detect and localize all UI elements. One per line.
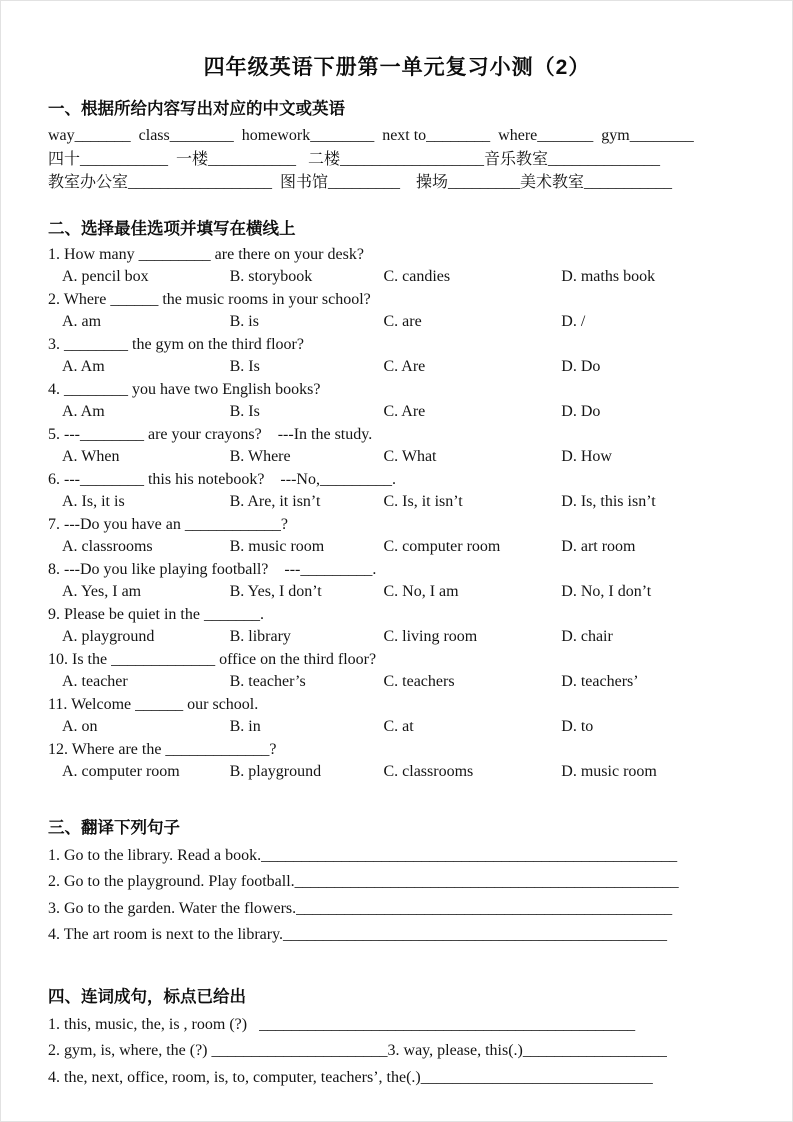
option-row	[48, 401, 746, 424]
translate-line: 4. The art room is next to the library.________________________________________________	[48, 926, 668, 943]
option-c: C. Is, it isn’t	[383, 493, 463, 510]
option-a: A. Am	[62, 358, 105, 375]
option-row	[48, 671, 746, 694]
choice-question-7	[48, 514, 746, 559]
question-text: 2. Where ______ the music rooms in your school?	[48, 290, 371, 308]
option-d: D. No, I don’t	[561, 583, 652, 600]
option-b: B. in	[229, 718, 261, 735]
option-d: D. teachers’	[561, 673, 639, 690]
option-d: D. Is, this isn’t	[561, 493, 656, 510]
option-row	[48, 536, 746, 559]
option-row	[48, 626, 746, 649]
option-b: B. music room	[229, 538, 325, 555]
vocab-fill-line: 四十___________ 一楼___________ 二楼__________________音乐教室______________	[48, 150, 661, 168]
reorder-line: 1. this, music, the, is , room (?) _______________________________________________	[48, 1015, 636, 1033]
option-b: B. Is	[229, 403, 260, 420]
option-c: C. computer room	[383, 538, 501, 555]
vocab-fill-line: way_______ class________ homework________ next to________ where_______ gym________	[48, 127, 694, 144]
option-d: D. /	[561, 313, 586, 330]
question-text: 9. Please be quiet in the _______.	[48, 605, 264, 623]
translate-line: 2. Go to the playground. Play football.________________________________________________	[48, 873, 679, 890]
option-c: C. What	[383, 448, 437, 465]
option-a: A. am	[62, 313, 102, 330]
option-b: B. Is	[229, 358, 260, 375]
option-d: D. to	[561, 718, 594, 735]
option-b: B. Where	[229, 448, 291, 465]
option-row	[48, 446, 746, 469]
option-a: A. Yes, I am	[62, 583, 142, 600]
section-reorder-heading: 四、连词成句，标点已给出	[48, 987, 246, 1006]
choice-question-9	[48, 604, 746, 649]
question-text: 5. ---________ are your crayons? ---In the study.	[48, 425, 373, 443]
option-c: C. at	[383, 718, 414, 735]
question-text: 12. Where are the _____________?	[48, 740, 277, 758]
option-row	[48, 491, 746, 514]
choice-question-3	[48, 334, 746, 379]
option-b: B. Are, it isn’t	[229, 493, 321, 510]
option-row	[48, 311, 746, 334]
option-b: B. teacher’s	[229, 673, 306, 690]
option-row	[48, 266, 746, 289]
option-b: B. is	[229, 313, 259, 330]
option-d: D. music room	[561, 763, 657, 780]
option-a: A. pencil box	[62, 268, 149, 285]
section-vocab	[48, 95, 746, 195]
option-c: C. classrooms	[383, 763, 474, 780]
option-d: D. art room	[561, 538, 636, 555]
option-row	[48, 761, 746, 784]
option-row	[48, 581, 746, 604]
option-c: C. Are	[383, 403, 426, 420]
option-row	[48, 716, 746, 739]
question-text: 6. ---________ this his notebook? ---No,_________.	[48, 470, 396, 488]
choice-question-1	[48, 244, 746, 289]
question-text: 7. ---Do you have an ____________?	[48, 515, 288, 533]
reorder-line: 4. the, next, office, room, is, to, computer, teachers’, the(.)_____________________________	[48, 1068, 653, 1086]
option-b: B. Yes, I don’t	[229, 583, 322, 600]
choice-question-6	[48, 469, 746, 514]
section-translate-heading: 三、翻译下列句子	[48, 818, 180, 837]
option-c: C. Are	[383, 358, 426, 375]
section-reorder	[48, 983, 746, 1092]
question-text: 3. ________ the gym on the third floor?	[48, 335, 304, 353]
option-a: A. teacher	[62, 673, 128, 690]
vocab-fill-line: 教室办公室__________________ 图书馆_________ 操场_________美术教室___________	[48, 174, 673, 191]
option-row	[48, 356, 746, 379]
option-a: A. computer room	[62, 763, 180, 780]
section-translate	[48, 814, 746, 949]
option-a: A. When	[62, 448, 120, 465]
option-d: D. chair	[561, 628, 613, 645]
option-b: B. library	[229, 628, 291, 645]
option-d: D. Do	[561, 358, 601, 375]
choice-question-10	[48, 649, 746, 694]
option-a: A. Is, it is	[62, 493, 125, 510]
choice-question-11	[48, 694, 746, 739]
translate-line: 1. Go to the library. Read a book.____________________________________________________	[48, 846, 678, 864]
option-c: C. candies	[383, 268, 451, 285]
choice-question-8	[48, 559, 746, 604]
page-title: 四年级英语下册第一单元复习小测（2）	[203, 56, 591, 79]
reorder-line: 2. gym, is, where, the (?) ______________________3. way, please, this(.)__________________	[48, 1042, 667, 1059]
translate-line: 3. Go to the garden. Water the flowers._______________________________________________	[48, 899, 673, 917]
option-d: D. maths book	[561, 268, 656, 285]
question-text: 11. Welcome ______ our school.	[48, 695, 259, 713]
section-choice-heading: 二、选择最佳选项并填写在横线上	[48, 219, 296, 238]
option-d: D. How	[561, 448, 612, 465]
option-a: A. playground	[62, 628, 155, 645]
option-a: A. classrooms	[62, 538, 153, 555]
choice-question-12	[48, 739, 746, 784]
question-text: 10. Is the _____________ office on the third floor?	[48, 650, 377, 668]
option-a: A. Am	[62, 403, 105, 420]
option-c: C. No, I am	[383, 583, 459, 600]
choice-question-4	[48, 379, 746, 424]
section-vocab-heading: 一、根据所给内容写出对应的中文或英语	[48, 100, 345, 118]
option-b: B. storybook	[229, 268, 313, 285]
option-b: B. playground	[229, 763, 322, 780]
option-c: C. teachers	[383, 673, 455, 690]
choice-question-2	[48, 289, 746, 334]
option-d: D. Do	[561, 403, 601, 420]
section-choice	[48, 215, 746, 784]
option-c: C. are	[383, 313, 422, 330]
option-c: C. living room	[383, 628, 478, 645]
choice-question-5	[48, 424, 746, 469]
option-a: A. on	[62, 718, 98, 735]
question-text: 8. ---Do you like playing football? ---_________.	[48, 560, 377, 578]
question-text: 4. ________ you have two English books?	[48, 380, 321, 398]
question-text: 1. How many _________ are there on your desk?	[48, 245, 364, 263]
